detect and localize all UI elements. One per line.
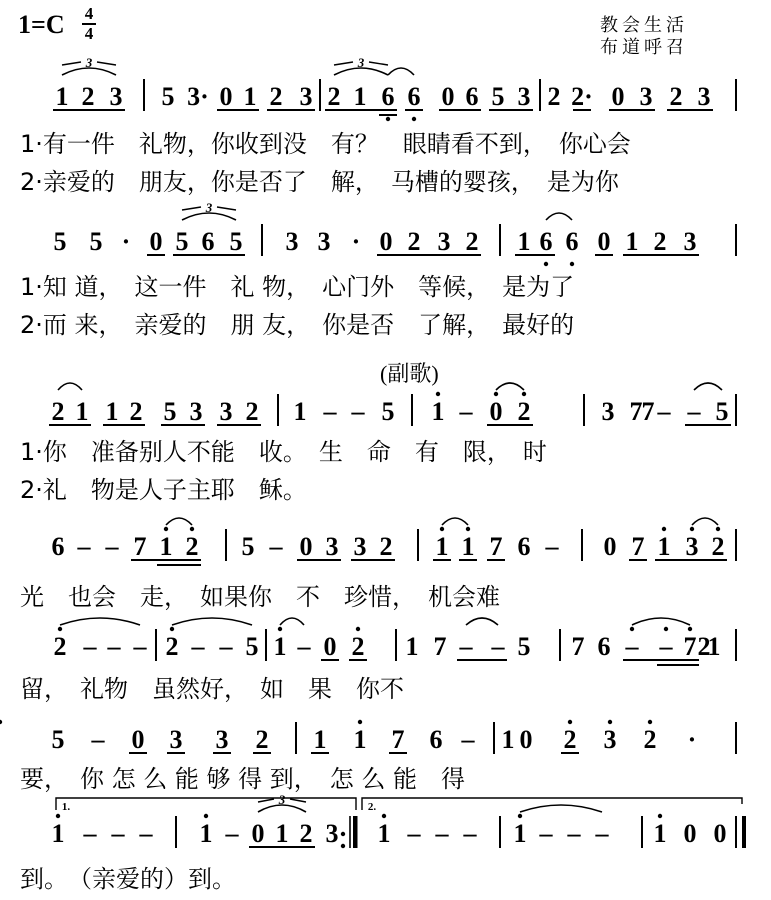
high-octave-dot bbox=[630, 627, 634, 631]
note: 2 bbox=[653, 227, 667, 256]
note: 1 bbox=[653, 819, 667, 848]
note: 3 bbox=[601, 397, 615, 426]
note: 3 bbox=[697, 82, 711, 111]
high-octave-dot bbox=[664, 627, 668, 631]
note: 1 bbox=[435, 532, 449, 561]
note: 6 bbox=[381, 82, 395, 111]
high-octave-dot bbox=[648, 720, 652, 724]
slur bbox=[546, 213, 572, 220]
note: 3 bbox=[325, 532, 339, 561]
category-line-1: 教会生活 bbox=[600, 15, 688, 35]
note: 7 bbox=[631, 532, 645, 561]
note: 1 bbox=[707, 632, 721, 661]
triplet-mark: 3 bbox=[205, 200, 213, 215]
slur bbox=[442, 518, 468, 525]
note: 6 bbox=[539, 227, 553, 256]
note: – bbox=[219, 632, 233, 661]
note: – bbox=[659, 632, 673, 661]
slur bbox=[466, 618, 498, 625]
note: 3 bbox=[683, 227, 697, 256]
note: 5 bbox=[53, 227, 67, 256]
note: 3 bbox=[215, 725, 229, 754]
note: 0 bbox=[149, 227, 163, 256]
note: 1 bbox=[313, 725, 327, 754]
note: – bbox=[91, 725, 105, 754]
triplet-mark: 3 bbox=[278, 792, 286, 807]
high-octave-dot bbox=[494, 392, 498, 396]
lyric-line: 2·而 来， 亲爱的 朋 友， 你是否 了解， 最好的 bbox=[20, 311, 575, 339]
note: 0 bbox=[251, 819, 265, 848]
note: 2 bbox=[697, 632, 711, 661]
note: 5 bbox=[381, 397, 395, 426]
note: 2 bbox=[81, 82, 95, 111]
note: 1 bbox=[517, 227, 531, 256]
note: 5 bbox=[241, 532, 255, 561]
note: 1 bbox=[405, 632, 419, 661]
high-octave-dot bbox=[716, 527, 720, 531]
high-octave-dot bbox=[358, 720, 362, 724]
note: 5 bbox=[517, 632, 531, 661]
note: 3 bbox=[325, 819, 339, 848]
note: 7 bbox=[629, 397, 643, 426]
note: – bbox=[107, 632, 121, 661]
high-octave-dot bbox=[382, 814, 386, 818]
note: 5 bbox=[161, 82, 175, 111]
note: – bbox=[105, 532, 119, 561]
note: 2 bbox=[407, 227, 421, 256]
note: 7 bbox=[571, 632, 585, 661]
lyric-line: 要， 你 怎 么 能 够 得 到， 怎 么 能 得 bbox=[20, 765, 466, 793]
note: – bbox=[83, 819, 97, 848]
note: – bbox=[595, 819, 609, 848]
ending-label-1: 1. bbox=[61, 801, 71, 813]
note: 2 bbox=[563, 725, 577, 754]
note: 1 bbox=[461, 532, 475, 561]
note: – bbox=[539, 819, 553, 848]
note: – bbox=[83, 632, 97, 661]
high-octave-dot bbox=[522, 392, 526, 396]
lyric-line: 2·亲爱的 朋友，你是否了 解， 马槽的婴孩， 是为你 bbox=[20, 168, 619, 196]
high-octave-dot bbox=[164, 527, 168, 531]
note: 1 bbox=[377, 819, 391, 848]
note: 6 bbox=[201, 227, 215, 256]
note: – bbox=[687, 397, 701, 426]
note: 3 bbox=[317, 227, 331, 256]
note: 1 bbox=[105, 397, 119, 426]
note: – bbox=[625, 632, 639, 661]
note: – bbox=[407, 819, 421, 848]
note: 2 bbox=[269, 82, 283, 111]
note: 1 bbox=[513, 819, 527, 848]
high-octave-dot bbox=[518, 814, 522, 818]
slur bbox=[166, 518, 192, 525]
note: 0 bbox=[299, 532, 313, 561]
lyric-line: 1·有一件 礼物，你收到没 有？ 眼睛看不到， 你心会 bbox=[20, 130, 631, 158]
note: 0 bbox=[713, 819, 727, 848]
note: 3 bbox=[299, 82, 313, 111]
note: 3 bbox=[109, 82, 123, 111]
note: 5 bbox=[245, 632, 259, 661]
note: – bbox=[461, 725, 475, 754]
note: 3 bbox=[353, 532, 367, 561]
note: 2 bbox=[351, 632, 365, 661]
slur bbox=[692, 518, 718, 525]
note: 2 bbox=[255, 725, 269, 754]
triplet-mark: 3 bbox=[357, 55, 365, 70]
high-octave-dot bbox=[0, 720, 2, 724]
note: 2 bbox=[129, 397, 143, 426]
note: 1 bbox=[431, 397, 445, 426]
note: 0 bbox=[611, 82, 625, 111]
note: 5 bbox=[89, 227, 103, 256]
note: 1 bbox=[273, 632, 287, 661]
note: – bbox=[77, 532, 91, 561]
high-octave-dot bbox=[170, 627, 174, 631]
ending-bracket-1 bbox=[56, 798, 356, 810]
slur bbox=[632, 618, 690, 625]
note: 1 bbox=[353, 82, 367, 111]
note: 2 bbox=[51, 397, 65, 426]
note: 7 bbox=[641, 397, 655, 426]
note: 5 bbox=[163, 397, 177, 426]
note: – bbox=[133, 632, 147, 661]
category-line-2: 布道呼召 bbox=[600, 37, 688, 57]
note: 0 bbox=[379, 227, 393, 256]
note: 0 bbox=[683, 819, 697, 848]
note: 6 bbox=[517, 532, 531, 561]
high-octave-dot bbox=[58, 627, 62, 631]
note: 3 bbox=[189, 397, 203, 426]
note: 1 bbox=[625, 227, 639, 256]
note: 1 bbox=[55, 82, 69, 111]
note: 3 bbox=[517, 82, 531, 111]
note: 3 bbox=[169, 725, 183, 754]
note: 2 bbox=[245, 397, 259, 426]
note: – bbox=[435, 819, 449, 848]
note: 3 bbox=[219, 397, 233, 426]
note: 1 bbox=[657, 532, 671, 561]
note: 2 bbox=[517, 397, 531, 426]
note: 2 bbox=[465, 227, 479, 256]
note: 6 bbox=[407, 82, 421, 111]
repeat-dot bbox=[341, 844, 345, 848]
note: 7 bbox=[391, 725, 405, 754]
note: 5 bbox=[229, 227, 243, 256]
note: 2 bbox=[711, 532, 725, 561]
high-octave-dot bbox=[436, 392, 440, 396]
ending-label-2: 2. bbox=[367, 801, 377, 813]
note: – bbox=[297, 632, 311, 661]
low-octave-dot bbox=[570, 262, 574, 266]
note: 2 bbox=[185, 532, 199, 561]
note: 0 bbox=[489, 397, 503, 426]
slur bbox=[172, 618, 252, 625]
note: – bbox=[191, 632, 205, 661]
slur bbox=[694, 383, 722, 390]
low-octave-dot bbox=[544, 262, 548, 266]
note: 5 bbox=[491, 82, 505, 111]
note: · bbox=[687, 725, 697, 754]
high-octave-dot bbox=[356, 627, 360, 631]
chorus-label: (副歌) bbox=[380, 361, 439, 386]
slur bbox=[58, 383, 82, 390]
lyric-line: 1·知 道， 这一件 礼 物， 心门外 等候， 是为了 bbox=[20, 273, 575, 301]
note: – bbox=[139, 819, 153, 848]
lyric-line: 2·礼 物是人子主耶 稣。 bbox=[20, 476, 307, 504]
note: – bbox=[225, 819, 239, 848]
note: – bbox=[545, 532, 559, 561]
note: 0 bbox=[519, 725, 533, 754]
high-octave-dot bbox=[56, 814, 60, 818]
high-octave-dot bbox=[440, 527, 444, 531]
note: 2 bbox=[299, 819, 313, 848]
note: 6 bbox=[429, 725, 443, 754]
note: 0 bbox=[603, 532, 617, 561]
note: 2 bbox=[669, 82, 683, 111]
note: – bbox=[463, 819, 477, 848]
note: 2 bbox=[165, 632, 179, 661]
note: 2 bbox=[547, 82, 561, 111]
note: 7 bbox=[683, 632, 697, 661]
note: 1 bbox=[275, 819, 289, 848]
lyric-line: 光 也会 走， 如果你 不 珍惜， 机会难 bbox=[20, 583, 500, 611]
note: 7 bbox=[133, 532, 147, 561]
slur bbox=[496, 383, 524, 390]
note: 1 bbox=[501, 725, 515, 754]
high-octave-dot bbox=[278, 627, 282, 631]
note: 1 bbox=[75, 397, 89, 426]
note: 6 bbox=[597, 632, 611, 661]
high-octave-dot bbox=[190, 527, 194, 531]
low-octave-dot bbox=[386, 117, 390, 121]
note: 1 bbox=[159, 532, 173, 561]
repeat-dot bbox=[341, 832, 345, 836]
lyric-line: 到。 （亲爱的）到。 bbox=[20, 865, 236, 893]
note: 5 bbox=[51, 725, 65, 754]
note: 3 bbox=[603, 725, 617, 754]
note: – bbox=[351, 397, 365, 426]
high-octave-dot bbox=[608, 720, 612, 724]
note: 2 bbox=[379, 532, 393, 561]
high-octave-dot bbox=[662, 527, 666, 531]
high-octave-dot bbox=[658, 814, 662, 818]
note: 7 bbox=[489, 532, 503, 561]
note: 1 bbox=[293, 397, 307, 426]
slur bbox=[60, 618, 140, 625]
note: 1 bbox=[353, 725, 367, 754]
note: – bbox=[459, 632, 473, 661]
note: – bbox=[567, 819, 581, 848]
slur bbox=[520, 805, 602, 812]
note: 6 bbox=[465, 82, 479, 111]
note: · bbox=[351, 227, 361, 256]
low-octave-dot bbox=[412, 117, 416, 121]
high-octave-dot bbox=[688, 627, 692, 631]
note: 1 bbox=[199, 819, 213, 848]
ending-bracket-2 bbox=[362, 798, 742, 810]
note: – bbox=[459, 397, 473, 426]
note: 3 bbox=[437, 227, 451, 256]
note: 3 bbox=[285, 227, 299, 256]
note: 3· bbox=[187, 82, 209, 111]
note: 0 bbox=[323, 632, 337, 661]
time-denominator: 4 bbox=[84, 24, 94, 43]
note: 2 bbox=[327, 82, 341, 111]
note: 0 bbox=[597, 227, 611, 256]
note: 2 bbox=[643, 725, 657, 754]
note: 7 bbox=[433, 632, 447, 661]
high-octave-dot bbox=[466, 527, 470, 531]
note: 0 bbox=[131, 725, 145, 754]
note: 0 bbox=[441, 82, 455, 111]
note: 1 bbox=[51, 819, 65, 848]
note: – bbox=[111, 819, 125, 848]
key-signature: 1=C bbox=[18, 10, 65, 39]
triplet-mark: 3 bbox=[85, 55, 93, 70]
note: 0 bbox=[219, 82, 233, 111]
slur bbox=[280, 618, 304, 625]
lyric-line: 1·你 准备别人不能 收。 生 命 有 限， 时 bbox=[20, 438, 547, 466]
high-octave-dot bbox=[568, 720, 572, 724]
note: – bbox=[491, 632, 505, 661]
note: 2 bbox=[53, 632, 67, 661]
high-octave-dot bbox=[690, 527, 694, 531]
note: 5 bbox=[175, 227, 189, 256]
note: 3 bbox=[639, 82, 653, 111]
note: 5 bbox=[715, 397, 729, 426]
lyric-line: 留， 礼物 虽然好， 如 果 你不 bbox=[20, 675, 404, 703]
note: – bbox=[657, 397, 671, 426]
note: 2· bbox=[571, 82, 593, 111]
note: · bbox=[121, 227, 131, 256]
note: – bbox=[323, 397, 337, 426]
slur bbox=[388, 68, 414, 75]
note: 6 bbox=[565, 227, 579, 256]
note: 6 bbox=[51, 532, 65, 561]
note: – bbox=[269, 532, 283, 561]
time-numerator: 4 bbox=[84, 4, 94, 23]
high-octave-dot bbox=[204, 814, 208, 818]
note: 1 bbox=[243, 82, 257, 111]
note: 3 bbox=[685, 532, 699, 561]
